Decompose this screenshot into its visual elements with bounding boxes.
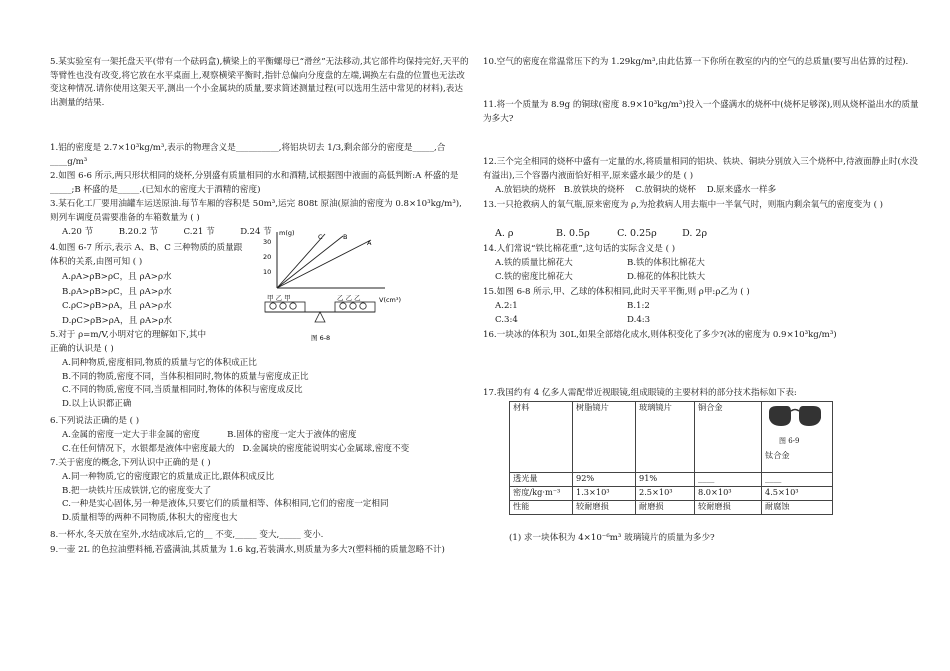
q4-option-d: D.ρC>ρB>ρA，且 ρA>ρ水 [62,315,172,326]
q6: 6.下列说法正确的是 ( ) [50,416,140,426]
q17-sub: (1) 求一块体积为 4×10⁻⁶m³ 玻璃镜片的质量为多少? [509,533,715,543]
fig-axis-y: m(g) [279,229,295,237]
q4-options [62,270,172,328]
q13-option-d: D. 2ρ [682,228,708,239]
q4-option-b: B.ρA>ρB>ρC，且 ρA>ρ水 [62,286,172,297]
table-header-row [510,402,833,473]
q17: 17.我国约有 4 亿多人需配带近视眼镜,组成眼镜的主要材料的部分技术指标如下表: [483,388,797,398]
q3-option-b: B.20.2 节 [118,227,159,237]
q14-option-a: A.铁的质量比棉花大 [495,258,573,268]
figure-6-9-caption: 图 6-9 [779,437,800,445]
q4-line2: 体积的关系,由图可知 ( ) [50,257,143,267]
q14-option-c: C.铁的密度比棉花大 [495,271,573,282]
table-header: 玻璃镜片 [636,402,695,473]
q8: 8.一杯水,冬天放在室外,水结成冰后,它的__ 不变,_____ 变大,_____ 变小. [50,530,324,540]
q7-option-a: A.同一种物质,它的密度跟它的质量成正比,跟体积成反比 [62,472,275,482]
table-cell: 耐磨损 [636,501,695,515]
glasses-icon [765,402,825,436]
table-cell: 92% [573,473,636,487]
q3-option-a: A.20 节 [62,227,94,237]
table-header: 材料 [510,402,573,473]
q12-options: A.放铝块的烧杯 B.放铁块的烧杯 C.放铜块的烧杯 D.原来盛水一样多 [495,185,777,195]
q3-option-d: D.24 节 [240,227,272,237]
q3-option-c: C.21 节 [183,227,215,237]
fig-tick-30: 30 [263,238,272,246]
table-cell: 性能 [510,501,573,515]
table-header-titanium [762,402,833,473]
q6-options-cd: C.在任何情况下，水银都是液体中密度最大的 D.金属块的密度能说明实心金属球,密度不变 [62,444,410,454]
q5b-option-c: C.不同的物质,密度不同,当质量相同时,物体的体积与密度成反比 [62,385,303,396]
figure-graph-balance [255,226,415,346]
q10: 10.空气的密度在常温常压下约为 1.29kg/m³,由此估算一下你所在教室的内的空气的总质量(要写出估算的过程). [483,57,909,67]
fig-caption: 图 6-8 [311,334,331,342]
q5b-line1: 5.对于 ρ=m/V,小明对它的理解如下,其中 [50,330,207,340]
q1: 1.铝的密度是 2.7×10³kg/m³,表示的物理含义是__________,将铝块切去 1/3,剩余部分的密度是_____,合____g/m³ [50,143,446,167]
q5b-option-a: A.同种物质,密度相同,物质的质量与它的体积成正比 [62,358,257,368]
q15-option-a: A.2:1 [495,301,518,311]
q14-option-b: B.铁的体积比棉花大 [627,258,705,268]
table-cell: 较耐磨损 [695,501,762,515]
table-cell: 91% [636,473,695,487]
table-cell: 8.0×10³ [695,487,762,501]
q5b-options [62,357,472,411]
q9: 9.一壶 2L 的色拉油塑料桶,若盛满油,其质量为 1.6 kg,若装满水,则质量为多大?(塑料桶的质量忽略不计) [50,545,445,555]
q15-option-c: C.3:4 [495,314,518,325]
q7-option-b: B.把一块铁片压成铁饼,它的密度变大了 [62,485,212,496]
q14-option-d: D.棉花的体积比铁大 [627,271,706,282]
q15-options [495,300,650,327]
fig-tick-10: 10 [263,268,272,276]
q13-options [495,227,707,241]
q6-options-ab: A.金属的密度一定大于非金属的密度 B.固体的密度一定大于液体的密度 [62,430,357,440]
q16: 16.一块冰的体积为 30L,如果全部熔化成水,则体积变化了多少?(冰的密度为 0.9×10³kg/m³) [483,330,837,340]
q13-option-a: A. ρ [495,228,514,239]
table-cell: 密度/kg·m⁻³ [510,487,573,501]
q7-option-c: C.一种是实心固体,另一种是液体,只要它们的质量相等、体积相同,它们的密度一定相同 [62,499,389,510]
table-row [510,473,833,487]
q4-option-a: A.ρA>ρB>ρC，且 ρA>ρ水 [62,272,172,282]
table-row [510,487,833,501]
table-cell: 4.5×10³ [762,487,833,501]
q7-options [62,471,472,525]
q15: 15.如图 6-8 所示,甲、乙球的体积相同,此时天平平衡,则 ρ甲:ρ乙为 ( ) [483,287,750,297]
q2: 2.如图 6-6 所示,两只形状相同的烧杯,分别盛有质量相同的水和酒精,试根据图中液面的高低判断:A 杯盛的是_____;B 杯盛的是_____.(已知水的密度大于酒精的密度) [50,171,459,195]
table-cell: 耐腐蚀 [762,501,833,515]
fig-left-pan: 甲 乙 甲 [267,294,291,302]
fig-label-c: C [318,233,323,241]
q5b-line2: 正确的认识是 ( ) [50,344,114,354]
fig-axis-x: V(cm³) [379,296,402,304]
q12: 12.三个完全相同的烧杯中盛有一定量的水,将质量相同的铝块、铁块、铜块分别放入三个烧杯中,待液面静止时(水没有溢出),三个容器内液面恰好相平,原来盛水最少的是 ( ) [483,157,918,181]
materials-table [509,401,833,515]
table-cell: 透光量 [510,473,573,487]
q5b-option-b: B.不同的物质,密度不同，当体积相同时,物体的质量与密度成正比 [62,371,309,382]
fig-label-b: B [343,233,348,241]
q11: 11.将一个质量为 8.9g 的铜球(密度 8.9×10³kg/m³)投入一个盛满水的烧杯中(烧杯足够深),则从烧杯溢出水的质量为多大? [483,100,919,124]
q7: 7.关于密度的概念,下列认识中正确的是 ( ) [50,458,211,468]
table-header: 树脂镜片 [573,402,636,473]
q13: 13.一只抢救病人的氧气瓶,原来密度为 ρ,为抢救病人用去瓶中一半氧气时，则瓶内剩余氧气的密度变为 ( ) [483,200,884,210]
fig-label-a: A [367,239,372,247]
q13-option-c: C. 0.25ρ [617,228,657,239]
table-cell: 1.3×10³ [573,487,636,501]
q5b-option-d: D.以上认识都正确 [62,398,132,409]
table-header: 铜合金 [695,402,762,473]
q7-option-d: D.质量相等的两种不同物质,体积大的密度也大 [62,512,238,523]
table-cell: 2.5×10³ [636,487,695,501]
q4-line1: 4.如图 6-7 所示,表示 A、B、C 三种物质的质量跟 [50,243,243,253]
q14-options [495,257,705,284]
q15-option-d: D.4:3 [627,314,651,325]
table-cell: 较耐磨损 [573,501,636,515]
q15-option-b: B.1:2 [627,301,650,311]
q3: 3.某石化工厂要用油罐车运送原油.每节车厢的容积是 50m³,运完 808t 原油(原油的密度为 0.8×10³kg/m³),则列车调度员需要准备的车箱数量为 ( ) [50,199,462,223]
q14: 14.人们常说“铁比棉花重”,这句话的实际含义是 ( ) [483,244,676,254]
table-cell: ____ [762,473,833,487]
q5-experiment: 5.某实验室有一架托盘天平(带有一个砝码盒),横梁上的平衡螺母已“滑丝”无法移动,其它部件均保持完好,天平的等臂性也没有改变,将它放在水平桌面上,观察横梁平衡时,指针总偏向分度盘的左端,调换左右盘的位置也无法改变这种情况.请你使用这架天平,测出一个小金属块的质量,要求简述测量过程(可以选用生活中常见的材料),表达出测量的结果. [50,57,469,108]
q13-option-b: B. 0.5ρ [556,228,590,239]
fig-tick-20: 20 [263,253,272,261]
fig-right-pan: 乙 乙 乙 [337,294,361,302]
table-cell: ____ [695,473,762,487]
table-row [510,501,833,515]
q4-option-c: C.ρC>ρB>ρA，且 ρA>ρ水 [62,301,172,311]
table-header-label: 钛合金 [765,450,790,460]
